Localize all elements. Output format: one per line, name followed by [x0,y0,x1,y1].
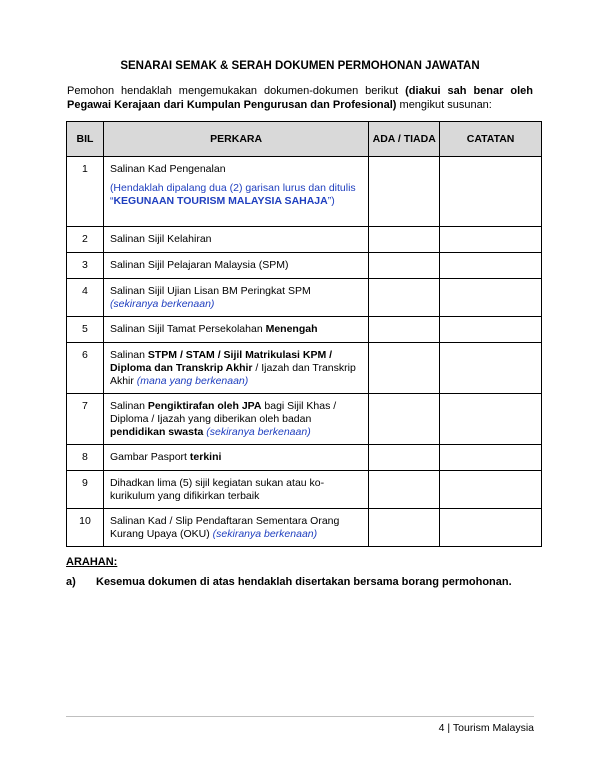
table-row [67,253,542,279]
table-row [67,471,542,509]
row-item-italic: (sekiranya berkenaan) [109,298,215,310]
row-number: 9 [67,471,104,509]
row-number: 2 [67,227,104,253]
note-bold-text: KEGUNAAN TOURISM MALAYSIA SAHAJA [113,195,328,207]
header-ada-tiada: ADA / TIADA [369,122,440,157]
table-row [67,394,542,445]
catatan-cell[interactable] [440,509,542,547]
row-item-bold-2: pendidikan swasta [109,426,204,438]
note-text: (Hendaklah dipalang dua (2) garisan lurus dan ditulis “ [109,182,356,207]
row-item [103,394,368,445]
row-item-text: Salinan [109,400,148,412]
ada-tiada-cell[interactable] [369,227,440,253]
catatan-cell[interactable] [440,394,542,445]
row-item-text-2: bagi Sijil Khas / Diploma / Ijazah yang diberikan oleh badan [109,400,337,425]
catatan-cell[interactable] [440,343,542,394]
row-item-text: Salinan [109,349,148,361]
table-row [67,445,542,471]
row-item-text: Salinan Sijil Ujian Lisan BM Peringkat SPM [109,285,311,297]
row-number: 5 [67,317,104,343]
row-item-bold: terkini [189,451,222,463]
row-item [103,445,368,471]
ada-tiada-cell[interactable] [369,253,440,279]
ada-tiada-cell[interactable] [369,445,440,471]
ada-tiada-cell[interactable] [369,157,440,227]
row-item [103,509,368,547]
catatan-cell[interactable] [440,445,542,471]
header-perkara: PERKARA [103,122,368,157]
arahan-item-text: Kesemua dokumen di atas hendaklah disertakan bersama borang permohonan. [96,576,512,588]
note-text-end: ”) [327,195,335,207]
arahan-heading: ARAHAN: [66,556,118,568]
row-number: 8 [67,445,104,471]
row-item [103,157,368,227]
ada-tiada-cell[interactable] [369,394,440,445]
row-item [103,227,368,253]
row-number: 3 [67,253,104,279]
row-item-text: Salinan Sijil Kelahiran [109,233,212,245]
row-item-note [110,182,363,208]
row-item [103,317,368,343]
row-number: 10 [67,509,104,547]
row-item-bold: Menengah [265,323,318,335]
table-row [67,317,542,343]
header-catatan: CATATAN [440,122,542,157]
row-item-text-2: / Ijazah dan Transkrip Akhir [109,362,356,387]
row-item-text: Salinan Sijil Pelajaran Malaysia (SPM) [109,259,289,271]
intro-text-end: mengikut susunan: [396,99,492,111]
checklist-table [66,121,542,547]
row-number: 7 [67,394,104,445]
row-item-text: Salinan Kad Pengenalan [109,163,226,175]
header-bil: BIL [67,122,104,157]
table-row [67,343,542,394]
intro-bold-text: (diakui sah benar oleh Pegawai Kerajaan dari Kumpulan Pengurusan dan Profesional) [67,85,534,111]
footer-divider [66,716,534,717]
row-item-italic: (mana yang berkenaan) [136,375,249,387]
row-item-italic: (sekiranya berkenaan) [203,426,311,438]
row-item [103,343,368,394]
row-item-text: Gambar Pasport [109,451,190,463]
catatan-cell[interactable] [440,227,542,253]
row-item-text: Salinan Kad / Slip Pendaftaran Sementara Orang Kurang Upaya (OKU) [109,515,340,540]
intro-text: Pemohon hendaklah mengemukakan dokumen-dokumen berikut [67,85,406,97]
table-row [67,157,542,227]
row-item [103,279,368,317]
catatan-cell[interactable] [440,253,542,279]
table-header-row [67,122,542,157]
ada-tiada-cell[interactable] [369,317,440,343]
arahan-item-label: a) [66,576,76,588]
row-item-italic: (sekiranya berkenaan) [212,528,318,540]
table-row [67,227,542,253]
row-item [103,253,368,279]
ada-tiada-cell[interactable] [369,279,440,317]
row-number: 1 [67,157,104,227]
table-row [67,279,542,317]
catatan-cell[interactable] [440,317,542,343]
intro-paragraph [67,84,533,112]
ada-tiada-cell[interactable] [369,343,440,394]
row-item-text: Dihadkan lima (5) sijil kegiatan sukan atau ko-kurikulum yang difikirkan terbaik [109,477,325,502]
row-number: 6 [67,343,104,394]
arahan-item [66,576,512,588]
table-row [67,509,542,547]
row-item-bold: STPM / STAM / Sijil Matrikulasi KPM / Diploma dan Transkrip Akhir [109,349,333,374]
ada-tiada-cell[interactable] [369,509,440,547]
catatan-cell[interactable] [440,157,542,227]
catatan-cell[interactable] [440,279,542,317]
row-number: 4 [67,279,104,317]
ada-tiada-cell[interactable] [369,471,440,509]
row-item-text: Salinan Sijil Tamat Persekolahan [109,323,266,335]
catatan-cell[interactable] [440,471,542,509]
row-item [103,471,368,509]
page-footer: 4 | Tourism Malaysia [438,722,534,734]
page-title: SENARAI SEMAK & SERAH DOKUMEN PERMOHONAN JAWATAN [120,60,480,72]
row-item-bold: Pengiktirafan oleh JPA [147,400,262,412]
